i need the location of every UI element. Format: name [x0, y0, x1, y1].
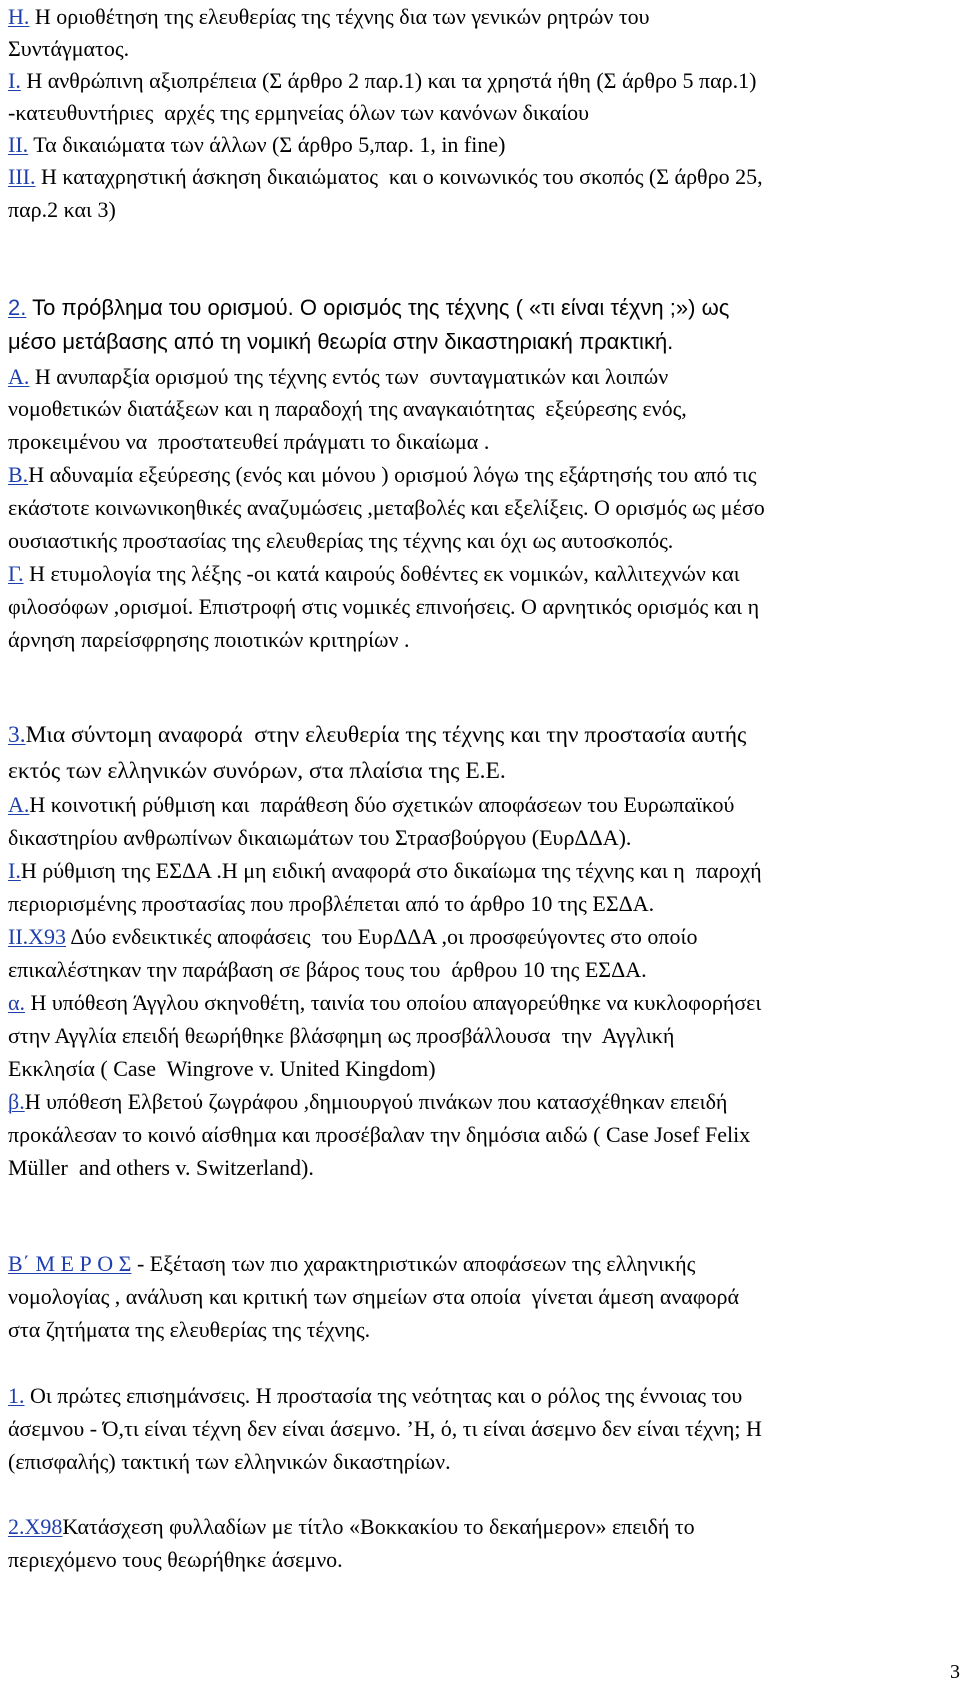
line-text: μέσο μετάβασης από τη νομική θεωρία στην δικαστηριακή πρακτική. — [8, 329, 674, 354]
line-text: προκειμένου να προστατευθεί πράγματι το δικαίωμα . — [8, 429, 490, 454]
text-line — [8, 297, 729, 319]
text-line — [8, 366, 668, 388]
text-line — [8, 1124, 750, 1146]
text-line — [8, 199, 116, 221]
text-line — [8, 1253, 695, 1275]
text-line — [8, 1385, 742, 1407]
text-line — [8, 926, 697, 948]
section-marker: ΙΙ.Χ93 — [8, 924, 67, 949]
section-marker: β. — [8, 1089, 25, 1114]
text-line — [8, 1319, 370, 1341]
text-line — [8, 724, 746, 748]
line-text: Müller and others v. Switzerland). — [8, 1155, 314, 1180]
line-text: νομοθετικών διατάξεων και η παραδοχή της αναγκαιότητας εξεύρεσης ενός, — [8, 396, 687, 421]
line-text: δικαστηρίου ανθρωπίνων δικαιωμάτων του Στρασβούργου (ΕυρΔΔΑ). — [8, 825, 632, 850]
line-text: Οι πρώτες επισημάνσεις. Η προστασία της νεότητας και ο ρόλος της έννοιας του — [24, 1383, 743, 1408]
text-line — [8, 1418, 762, 1440]
line-text: Η καταχρηστική άσκηση δικαιώματος και ο κοινωνικός του σκοπός (Σ άρθρο 25, — [35, 164, 763, 189]
text-line — [8, 794, 734, 816]
text-line — [8, 827, 631, 849]
line-text: Εκκλησία ( Case Wingrove v. United Kingdom) — [8, 1056, 436, 1081]
line-text: Η ανυπαρξία ορισμού της τέχνης εντός των συνταγματικών και λοιπών — [29, 364, 669, 389]
line-text: Συντάγματος. — [8, 36, 130, 61]
text-line — [8, 70, 756, 92]
line-text: στα ζητήματα της ελευθερίας της τέχνης. — [8, 1317, 371, 1342]
line-text: Τα δικαιώματα των άλλων (Σ άρθρο 5,παρ. 1, in fine) — [28, 132, 506, 157]
section-marker: α. — [8, 990, 26, 1015]
section-marker: 2. — [8, 295, 27, 320]
line-text: Η ετυμολογία της λέξης -οι κατά καιρούς δοθέντες εκ νομικών, καλλιτεχνών και — [23, 561, 740, 586]
section-marker: ΙΙΙ. — [8, 164, 36, 189]
text-line — [8, 959, 647, 981]
line-text: στην Αγγλία επειδή θεωρήθηκε βλάσφημη ως προσβάλλουσα την Αγγλική — [8, 1023, 675, 1048]
line-text: Η οριοθέτηση της ελευθερίας της τέχνης δια των γενικών ρητρών του — [29, 4, 650, 29]
section-marker: Γ. — [8, 561, 24, 586]
line-text: Η αδυναμία εξεύρεσης (ενός και μόνου ) ορισμού λόγω της εξάρτησής του από τις — [28, 462, 757, 487]
text-line — [8, 431, 489, 453]
line-text: Μια σύντομη αναφορά στην ελευθερία της τέχνης και την προστασία αυτής — [25, 722, 747, 748]
text-line — [8, 398, 687, 420]
text-line — [8, 992, 761, 1014]
line-text: Η ανθρώπινη αξιοπρέπεια (Σ άρθρο 2 παρ.1) και τα χρηστά ήθη (Σ άρθρο 5 παρ.1) — [20, 68, 757, 93]
line-text: - Εξέταση των πιο χαρακτηριστικών αποφάσεων της ελληνικής — [131, 1251, 696, 1276]
section-marker: Β΄ Μ Ε Ρ Ο Σ — [8, 1251, 132, 1276]
line-text: Η υπόθεση Ελβετού ζωγράφου ,δημιουργού πινάκων που κατασχέθηκαν επειδή — [24, 1089, 728, 1114]
text-line — [8, 596, 759, 618]
text-line — [8, 134, 505, 156]
section-marker: Β. — [8, 462, 29, 487]
text-line — [8, 530, 673, 552]
section-marker: Η. — [8, 4, 30, 29]
text-line — [8, 464, 756, 486]
line-text: Δύο ενδεικτικές αποφάσεις του ΕυρΔΔΑ ,οι προσφεύγοντες στο οποίο — [66, 924, 698, 949]
line-text: περιεχόμενο τους θεωρήθηκε άσεμνο. — [8, 1547, 343, 1572]
line-text: Η υπόθεση Άγγλου σκηνοθέτη, ταινία του οποίου απαγορεύθηκε να κυκλοφορήσει — [25, 990, 762, 1015]
text-line — [8, 102, 589, 124]
text-line — [8, 1058, 436, 1080]
line-text: Η κοινοτική ρύθμιση και παράθεση δύο σχετικών αποφάσεων του Ευρωπαϊκού — [29, 792, 735, 817]
text-line — [8, 6, 650, 28]
text-line — [8, 1025, 674, 1047]
text-line — [8, 893, 654, 915]
text-line — [8, 1451, 451, 1473]
line-text: νομολογίας , ανάλυση και κριτική των σημείων στα οποία γίνεται άμεση αναφορά — [8, 1284, 740, 1309]
section-marker: Α. — [8, 364, 30, 389]
line-text: φιλοσόφων ,ορισμοί. Επιστροφή στις νομικές επινοήσεις. Ο αρνητικός ορισμός και η — [8, 594, 760, 619]
line-text: παρ.2 και 3) — [8, 197, 116, 222]
section-marker: Α. — [8, 792, 30, 817]
text-line — [8, 166, 763, 188]
text-line — [8, 860, 762, 882]
line-text: περιορισμένης προστασίας που προβλέπεται από το άρθρο 10 της ΕΣΔΑ. — [8, 891, 655, 916]
text-line — [8, 1516, 695, 1538]
text-line — [8, 497, 765, 519]
line-text: Η ρύθμιση της ΕΣΔΑ .Η μη ειδική αναφορά στο δικαίωμα της τέχνης και η παροχή — [20, 858, 762, 883]
text-line — [8, 1157, 314, 1179]
text-line — [8, 1091, 727, 1113]
line-text: άρνηση παρείσφρησης ποιοτικών κριτηρίων . — [8, 627, 410, 652]
text-line — [8, 629, 409, 651]
line-text: -κατευθυντήριες αρχές της ερμηνείας όλων των κανόνων δικαίου — [8, 100, 590, 125]
line-text: άσεμνου - Ό,τι είναι τέχνη δεν είναι άσεμνο. ’Η, ό, τι είναι άσεμνο δεν είναι τέχνη; Η — [8, 1416, 762, 1441]
line-text: εκάστοτε κοινωνικοηθικές αναζυμώσεις ,μεταβολές και εξελίξεις. Ο ορισμός ως μέσο — [8, 495, 765, 520]
line-text: ουσιαστικής προστασίας της ελευθερίας της τέχνης και όχι ως αυτοσκοπός. — [8, 528, 674, 553]
text-line — [8, 331, 673, 353]
section-marker: 2.Χ98 — [8, 1514, 63, 1539]
line-text: Κατάσχεση φυλλαδίων με τίτλο «Βοκκακίου το δεκαήμερον» επειδή το — [62, 1514, 695, 1539]
section-marker: Ι. — [8, 68, 21, 93]
section-marker: Ι. — [8, 858, 21, 883]
text-line — [8, 563, 740, 585]
line-text: (επισφαλής) τακτική των ελληνικών δικαστηρίων. — [8, 1449, 451, 1474]
section-marker: 3. — [8, 722, 26, 748]
line-text: επικαλέστηκαν την παράβαση σε βάρος τους του άρθρου 10 της ΕΣΔΑ. — [8, 957, 647, 982]
text-line — [8, 760, 506, 784]
text-line — [8, 1549, 343, 1571]
line-text: προκάλεσαν το κοινό αίσθημα και προσέβαλαν την δημόσια αιδώ ( Case Josef Felix — [8, 1122, 751, 1147]
section-marker: 1. — [8, 1383, 25, 1408]
page-number: 3 — [950, 1661, 960, 1683]
section-marker: ΙΙ. — [8, 132, 29, 157]
text-line — [8, 1286, 739, 1308]
line-text: Το πρόβλημα του ορισμού. Ο ορισμός της τέχνης ( «τι είναι τέχνη ;») ως — [26, 295, 730, 320]
text-line — [8, 38, 129, 60]
line-text: εκτός των ελληνικών συνόρων, στα πλαίσια της Ε.Ε. — [8, 758, 506, 784]
